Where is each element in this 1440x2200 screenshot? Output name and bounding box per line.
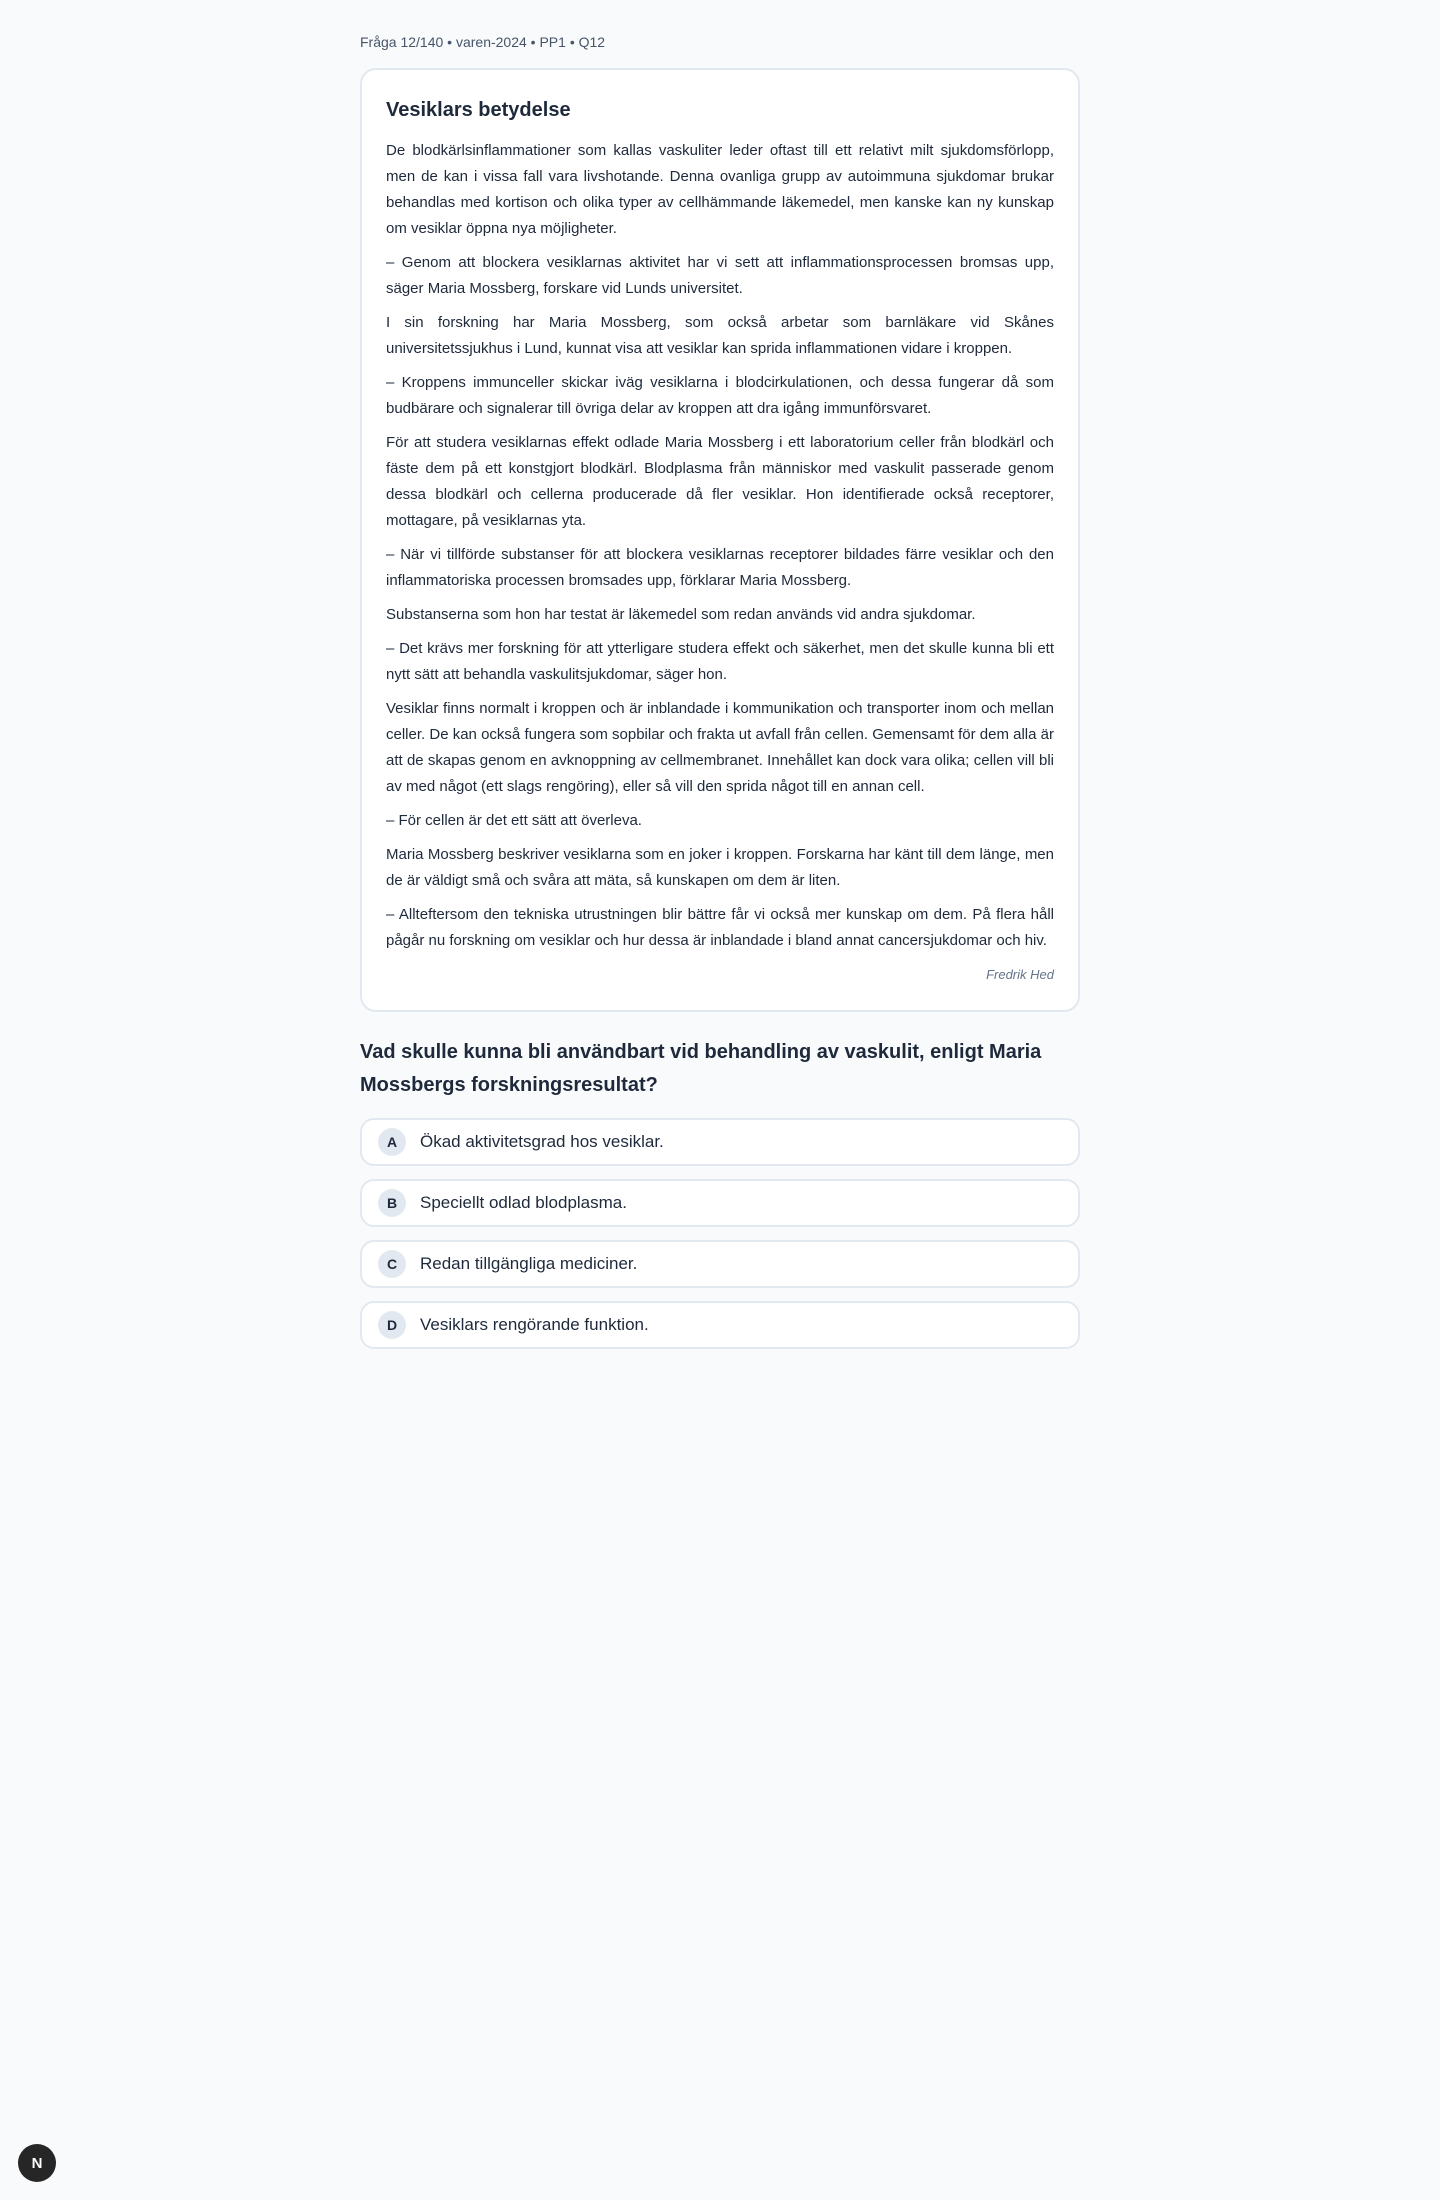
article-paragraph: – Det krävs mer forskning för att ytterligare studera effekt och säkerhet, men det skulle kunna bli ett nytt sätt att behandla vaskulitsjukdomar, säger hon.	[386, 640, 1054, 683]
question-text: Vad skulle kunna bli användbart vid behandling av vaskulit, enligt Maria Mossbergs forskningsresultat?	[360, 1041, 1042, 1096]
option-letter-badge: C	[378, 1250, 406, 1278]
option-label: Vesiklars rengörande funktion.	[420, 1315, 649, 1334]
article-paragraph: För att studera vesiklarnas effekt odlade Maria Mossberg i ett laboratorium celler från blodkärl och fäste dem på ett konstgjort blodkärl. Blodplasma från människor med vaskulit passerade genom dessa blodkärl och cellerna producerade då fler vesiklar. Hon identifierade också receptorer, mottagare, på vesiklarnas yta.	[386, 434, 1054, 529]
option-letter-badge: B	[378, 1189, 406, 1217]
article-paragraph: Maria Mossberg beskriver vesiklarna som en joker i kroppen. Forskarna har känt till dem länge, men de är väldigt små och svåra att mäta, så kunskapen om dem är liten.	[386, 846, 1054, 889]
question-meta: Fråga 12/140 • varen-2024 • PP1 • Q12	[360, 34, 606, 50]
answer-option-b[interactable]	[360, 1179, 1080, 1227]
article-paragraph: Vesiklar finns normalt i kroppen och är inblandade i kommunikation och transporter inom och mellan celler. De kan också fungera som sopbilar och frakta ut avfall från cellen. Gemensamt för dem alla är att de skapas genom en avknoppning av cellmembranet. Innehållet kan dock vara olika; cellen vill bli av med något (ett slags rengöring), eller så vill den sprida något till en annan cell.	[386, 700, 1054, 795]
article-title: Vesiklars betydelse	[386, 99, 571, 121]
article-paragraph: De blodkärlsinflammationer som kallas vaskuliter leder oftast till ett relativt milt sjukdomsförlopp, men de kan i vissa fall vara livshotande. Denna ovanliga grupp av autoimmuna sjukdomar brukar behandlas med kortison och olika typer av cellhämmande läkemedel, men kanske kan ny kunskap om vesiklar öppna nya möjligheter.	[386, 142, 1054, 237]
answer-option-d[interactable]	[360, 1301, 1080, 1349]
next-logo-badge[interactable]	[18, 2144, 56, 2182]
article-paragraph: I sin forskning har Maria Mossberg, som också arbetar som barnläkare vid Skånes universitetssjukhus i Lund, kunnat visa att vesiklar kan sprida inflammationen vidare i kroppen.	[386, 314, 1054, 357]
article-byline: Fredrik Hed	[986, 967, 1054, 982]
article-card	[360, 68, 1080, 1012]
answer-options	[360, 1118, 1080, 1349]
answer-option-a[interactable]	[360, 1118, 1080, 1166]
article-paragraph: – Genom att blockera vesiklarnas aktivitet har vi sett att inflammationsprocessen bromsas upp, säger Maria Mossberg, forskare vid Lunds universitet.	[386, 254, 1054, 297]
article-paragraph: Substanserna som hon har testat är läkemedel som redan används vid andra sjukdomar.	[386, 606, 976, 623]
article-paragraph: – Allteftersom den tekniska utrustningen blir bättre får vi också mer kunskap om dem. På flera håll pågår nu forskning om vesiklar och hur dessa är inblandade i bland annat cancersjukdomar och hiv.	[386, 906, 1054, 949]
article-paragraph: – Kroppens immunceller skickar iväg vesiklarna i blodcirkulationen, och dessa fungerar då som budbärare och signalerar till övriga delar av kroppen att dra igång immunförsvaret.	[386, 374, 1054, 417]
option-letter-badge: D	[378, 1311, 406, 1339]
option-label: Speciellt odlad blodplasma.	[420, 1193, 627, 1212]
article-paragraph: – När vi tillförde substanser för att blockera vesiklarnas receptorer bildades färre vesiklar och den inflammatoriska processen bromsades upp, förklarar Maria Mossberg.	[386, 546, 1054, 589]
option-label: Redan tillgängliga mediciner.	[420, 1254, 638, 1273]
n-logo-icon: N	[31, 2154, 43, 2172]
main-content	[360, 0, 1080, 1362]
option-letter-badge: A	[378, 1128, 406, 1156]
answer-option-c[interactable]	[360, 1240, 1080, 1288]
option-label: Ökad aktivitetsgrad hos vesiklar.	[420, 1132, 664, 1151]
article-paragraph: – För cellen är det ett sätt att överleva.	[386, 812, 642, 829]
